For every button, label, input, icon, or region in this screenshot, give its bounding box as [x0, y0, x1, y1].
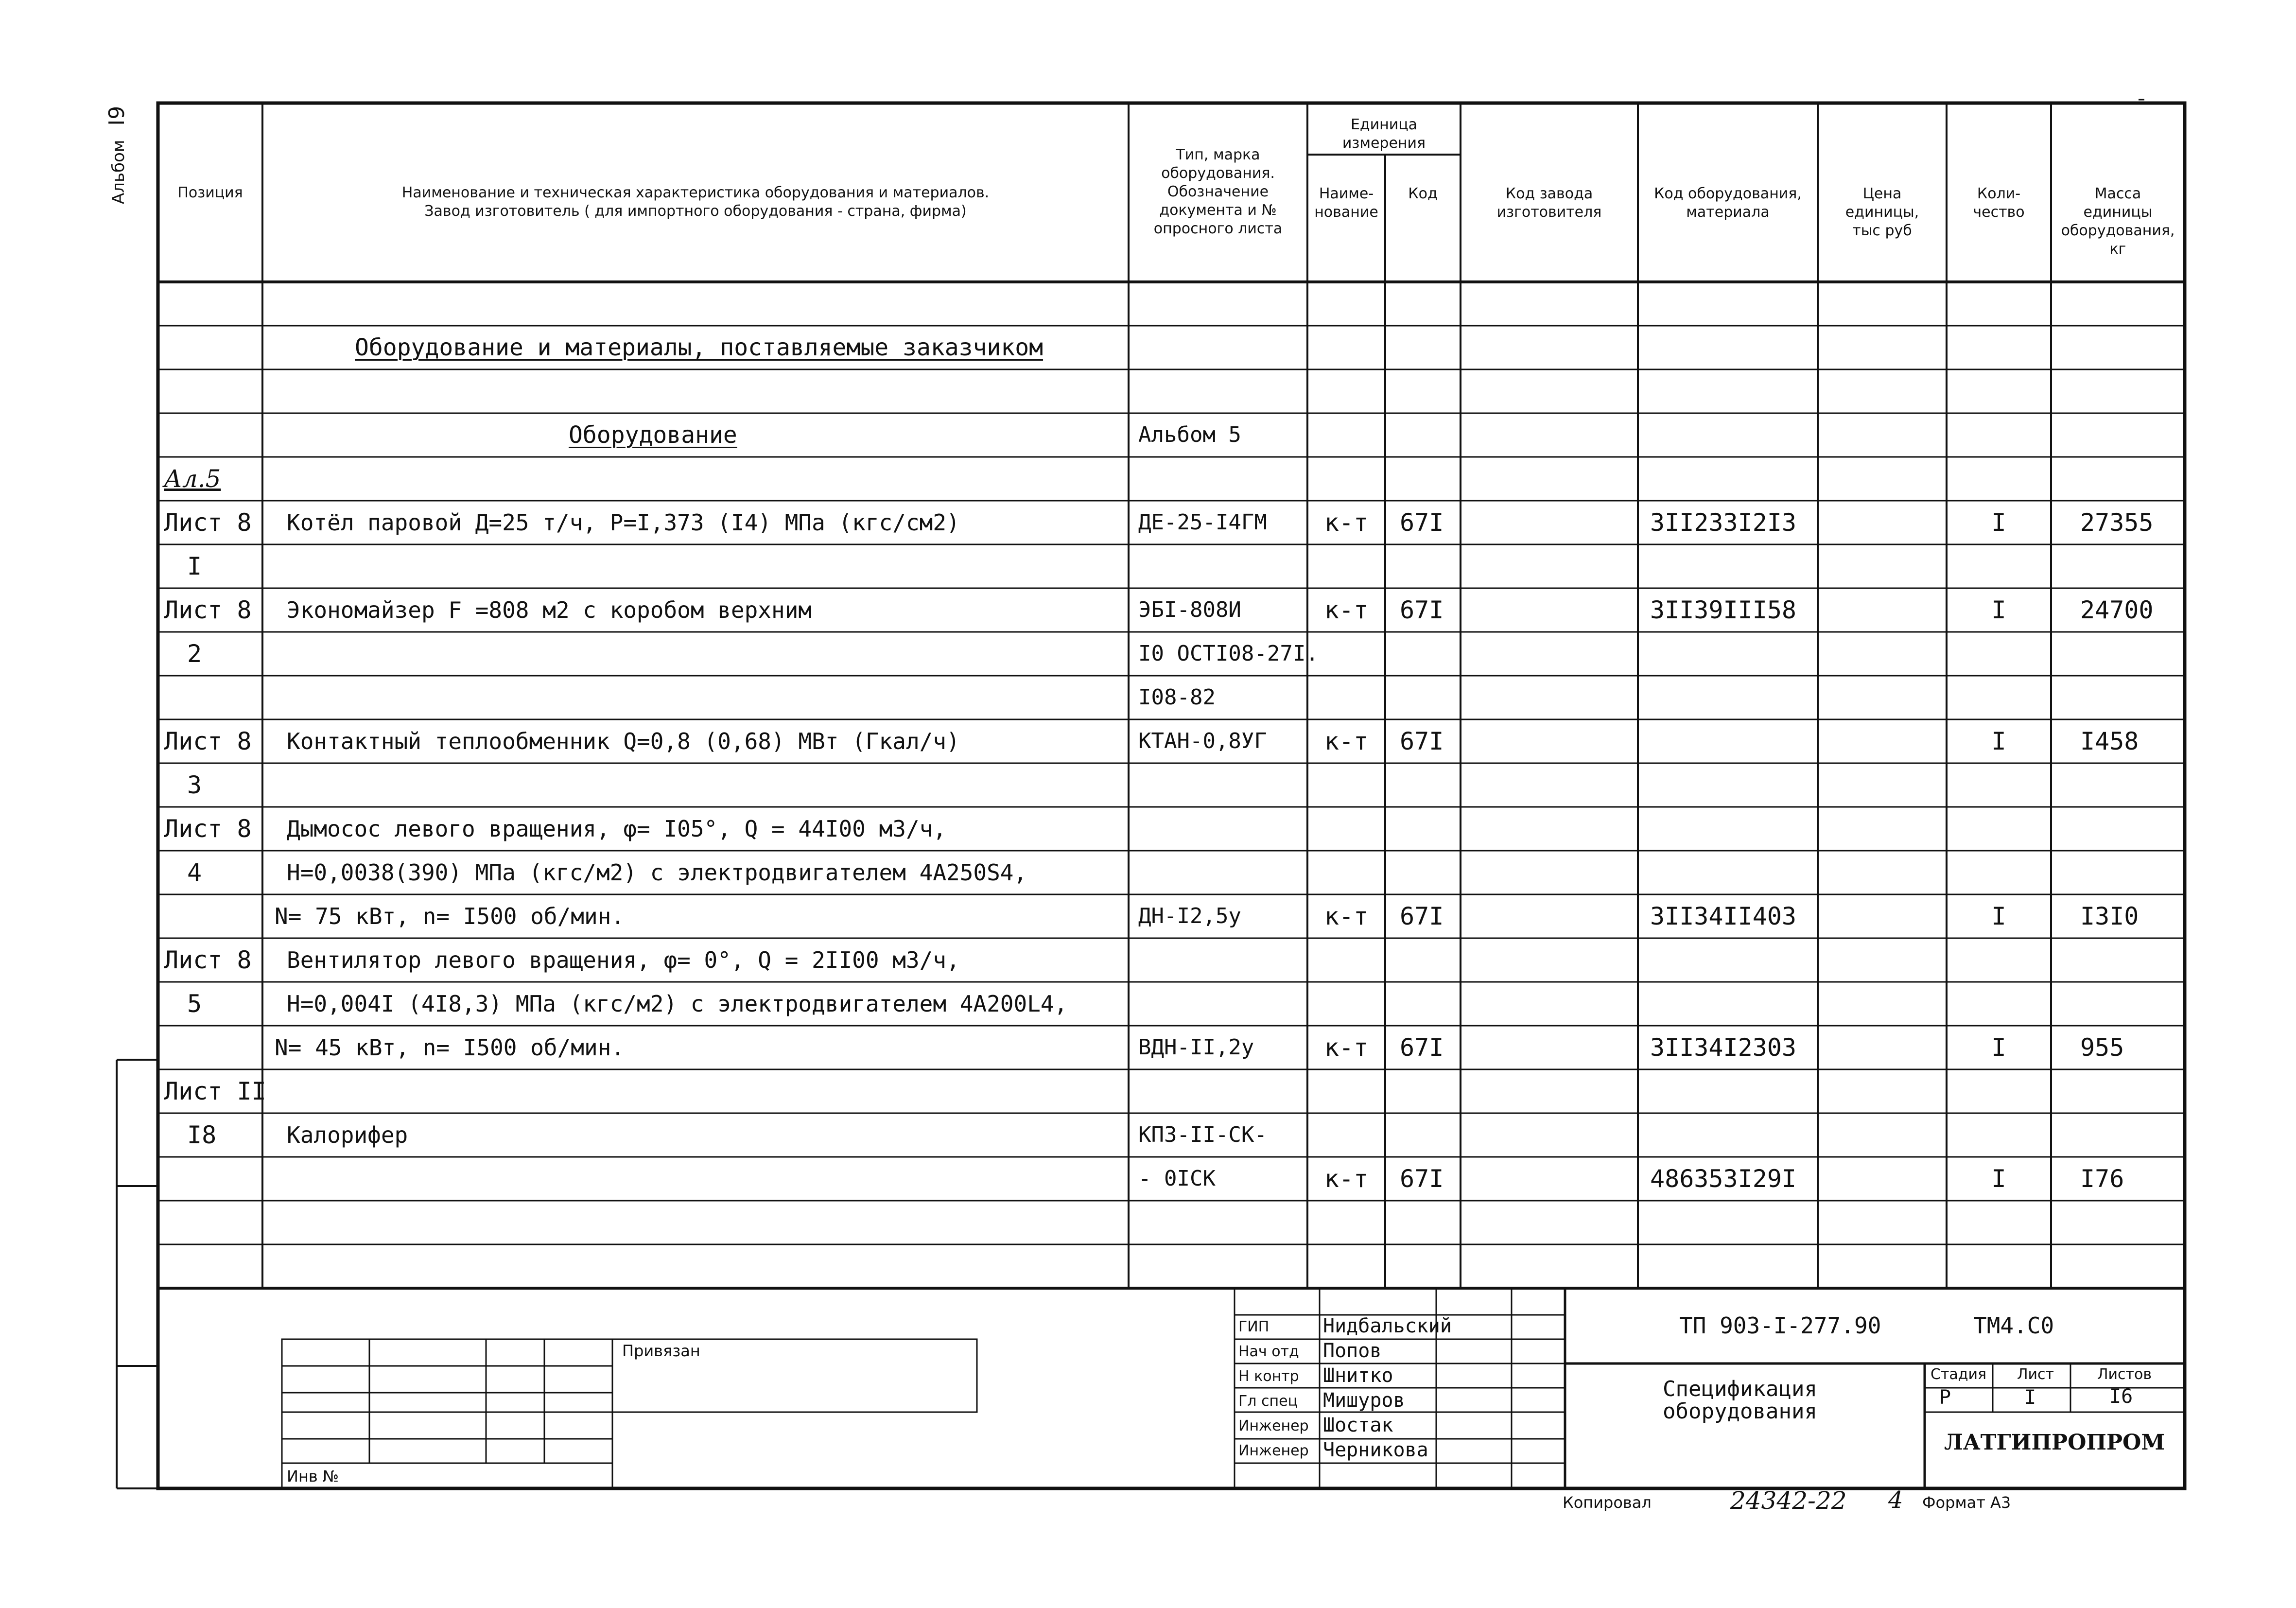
cell-name: Н=0,004I (4I8,3) МПа (кгс/м2) с электродвигателем 4А200L4,	[287, 991, 1068, 1017]
cell-pos: 3	[187, 771, 202, 799]
cell-name: Котёл паровой Д=25 т/ч, Р=I,373 (I4) МПа (кгс/см2)	[287, 509, 960, 536]
cell-pos: I	[187, 552, 202, 580]
doc-title: Спецификация оборудования	[1663, 1377, 1817, 1424]
cell-qty: I	[1991, 508, 2006, 537]
cell-name: Контактный теплообменник Q=0,8 (0,68) МВт (Гкал/ч)	[287, 728, 960, 754]
cell-type: I08-82	[1138, 685, 1216, 710]
signature-role: Инженер	[1238, 1442, 1309, 1459]
cell-qty: I	[1991, 902, 2006, 930]
cell-name: Оборудование	[569, 421, 737, 449]
cell-type: ЭБI-808И	[1138, 597, 1241, 622]
privyazan-label: Привязан	[622, 1342, 700, 1360]
cell-name: Дымосос левого вращения, φ= I05°, Q = 44I00 м3/ч,	[287, 816, 947, 842]
cell-mass: 24700	[2080, 596, 2154, 624]
col-header-type: Тип, марка оборудования. Обозначение документа и № опросного листа	[1153, 146, 1283, 237]
cell-name: Оборудование и материалы, поставляемые заказчиком	[355, 334, 1044, 361]
col-header-unit-name: Наиме- нование	[1314, 185, 1378, 221]
cell-type: - 0IСК	[1138, 1166, 1216, 1191]
cell-type: I0 ОСТI08-27I.	[1138, 641, 1319, 666]
col-header-unit-group: Единица измерения	[1342, 116, 1426, 152]
cell-equip: 3II233I2I3	[1650, 508, 1797, 537]
stage-value: Р	[1939, 1386, 1951, 1409]
cell-pos: Лист 8	[164, 596, 252, 624]
doc-code: ТП 903-I-277.90	[1679, 1312, 1881, 1339]
sheet-value: I	[2024, 1386, 2036, 1409]
signature-name: Попов	[1323, 1340, 1382, 1362]
cell-unit: к-т	[1324, 902, 1369, 930]
col-header-qty: Коли- чество	[1973, 185, 2025, 221]
cell-unit: к-т	[1324, 727, 1369, 755]
cell-pos: Лист II	[164, 1077, 266, 1105]
album-word: Альбом	[109, 140, 128, 204]
cell-code: 67I	[1400, 1033, 1444, 1062]
cell-pos: Лист 8	[164, 815, 252, 843]
signature-role: Гл спец	[1238, 1393, 1298, 1410]
col-header-equip-code: Код оборудования, материала	[1654, 185, 1802, 221]
signature-name: Мишуров	[1323, 1389, 1405, 1412]
cell-qty: I	[1991, 1165, 2006, 1193]
cell-mass: I76	[2080, 1165, 2124, 1193]
cell-qty: I	[1991, 596, 2006, 624]
cell-type: КПЗ-II-СК-	[1138, 1122, 1267, 1147]
sheets-label: Листов	[2097, 1366, 2152, 1383]
cell-code: 67I	[1400, 902, 1444, 930]
col-header-price: Цена единицы, тыс руб	[1845, 185, 1919, 239]
org-name: ЛАТГИПРОПРОМ	[1944, 1430, 2165, 1455]
cell-pos: 2	[187, 640, 202, 668]
cell-qty: I	[1991, 727, 2006, 755]
cell-pos: 5	[187, 990, 202, 1018]
cell-name: Вентилятор левого вращения, φ= 0°, Q = 2II00 м3/ч,	[287, 947, 960, 973]
cell-equip: 3II39III58	[1650, 596, 1797, 624]
stage-label: Стадия	[1931, 1366, 1987, 1383]
cell-pos: Лист 8	[164, 727, 252, 755]
signature-name: Шнитко	[1323, 1364, 1393, 1387]
signature-role: Н контр	[1238, 1368, 1299, 1385]
order-number: 24342-22	[1730, 1486, 1847, 1515]
col-header-plant-code: Код завода изготовителя	[1496, 185, 1602, 221]
cell-code: 67I	[1400, 1165, 1444, 1193]
signature-role: ГИП	[1238, 1318, 1270, 1335]
order-suffix: 4	[1888, 1486, 1903, 1514]
cell-unit: к-т	[1324, 596, 1369, 624]
col-header-position: Позиция	[177, 184, 243, 201]
album-number: I9	[104, 105, 129, 126]
signature-role: Инженер	[1238, 1417, 1309, 1434]
cell-equip: 486353I29I	[1650, 1165, 1797, 1193]
album-side-label	[104, 106, 129, 204]
cell-mass: 955	[2080, 1033, 2124, 1062]
cell-code: 67I	[1400, 727, 1444, 755]
signature-name: Черникова	[1323, 1439, 1428, 1461]
col-header-name: Наименование и техническая характеристика оборудования и материалов. Завод изготовитель ( для импортного оборудования - страна, фирма)	[401, 184, 990, 220]
cell-pos: I8	[187, 1121, 217, 1149]
col-header-unit-code: Код	[1408, 185, 1438, 202]
cell-equip: 3II34I2303	[1650, 1033, 1797, 1062]
cell-name: N= 45 кВт, n= I500 об/мин.	[275, 1034, 625, 1061]
sheets-value: I6	[2109, 1385, 2133, 1408]
copied-label: Копировал	[1563, 1493, 1652, 1512]
sheet-label: Лист	[2017, 1366, 2054, 1383]
cell-pos: Ал.5	[164, 465, 221, 493]
cell-type: ДЕ-25-I4ГМ	[1138, 510, 1267, 535]
cell-name: N= 75 кВт, n= I500 об/мин.	[275, 903, 625, 929]
cell-qty: I	[1991, 1033, 2006, 1062]
cell-unit: к-т	[1324, 508, 1369, 537]
inv-label: Инв №	[287, 1467, 339, 1486]
col-header-mass: Масса единицы оборудования, кг	[2061, 185, 2175, 258]
signature-name: Нидбальский	[1323, 1315, 1452, 1337]
cell-code: 67I	[1400, 508, 1444, 537]
cell-pos: Лист 8	[164, 508, 252, 537]
cell-unit: к-т	[1324, 1033, 1369, 1062]
cell-mass: I458	[2080, 727, 2139, 755]
cell-name: Экономайзер F =808 м2 с коробом верхним	[287, 597, 812, 623]
signature-name: Шостак	[1323, 1414, 1393, 1436]
cell-pos: 4	[187, 858, 202, 887]
cell-type: КТАН-0,8УГ	[1138, 729, 1267, 753]
signature-role: Нач отд	[1238, 1343, 1299, 1360]
cell-unit: к-т	[1324, 1165, 1369, 1193]
cell-name: Н=0,0038(390) МПа (кгс/м2) с электродвигателем 4А250S4,	[287, 859, 1027, 886]
format-label: Формат А3	[1922, 1493, 2011, 1512]
cell-mass: 27355	[2080, 508, 2154, 537]
cell-type: ВДН-II,2у	[1138, 1035, 1254, 1060]
cell-name: Калорифер	[287, 1122, 408, 1148]
cell-type: ДН-I2,5у	[1138, 904, 1241, 928]
cell-code: 67I	[1400, 596, 1444, 624]
outer-frame	[158, 103, 2185, 1488]
sheet-code: ТМ4.С0	[1973, 1312, 2054, 1339]
cell-equip: 3II34II403	[1650, 902, 1797, 930]
cell-pos: Лист 8	[164, 946, 252, 974]
cell-type: Альбом 5	[1138, 422, 1241, 447]
cell-mass: I3I0	[2080, 902, 2139, 930]
